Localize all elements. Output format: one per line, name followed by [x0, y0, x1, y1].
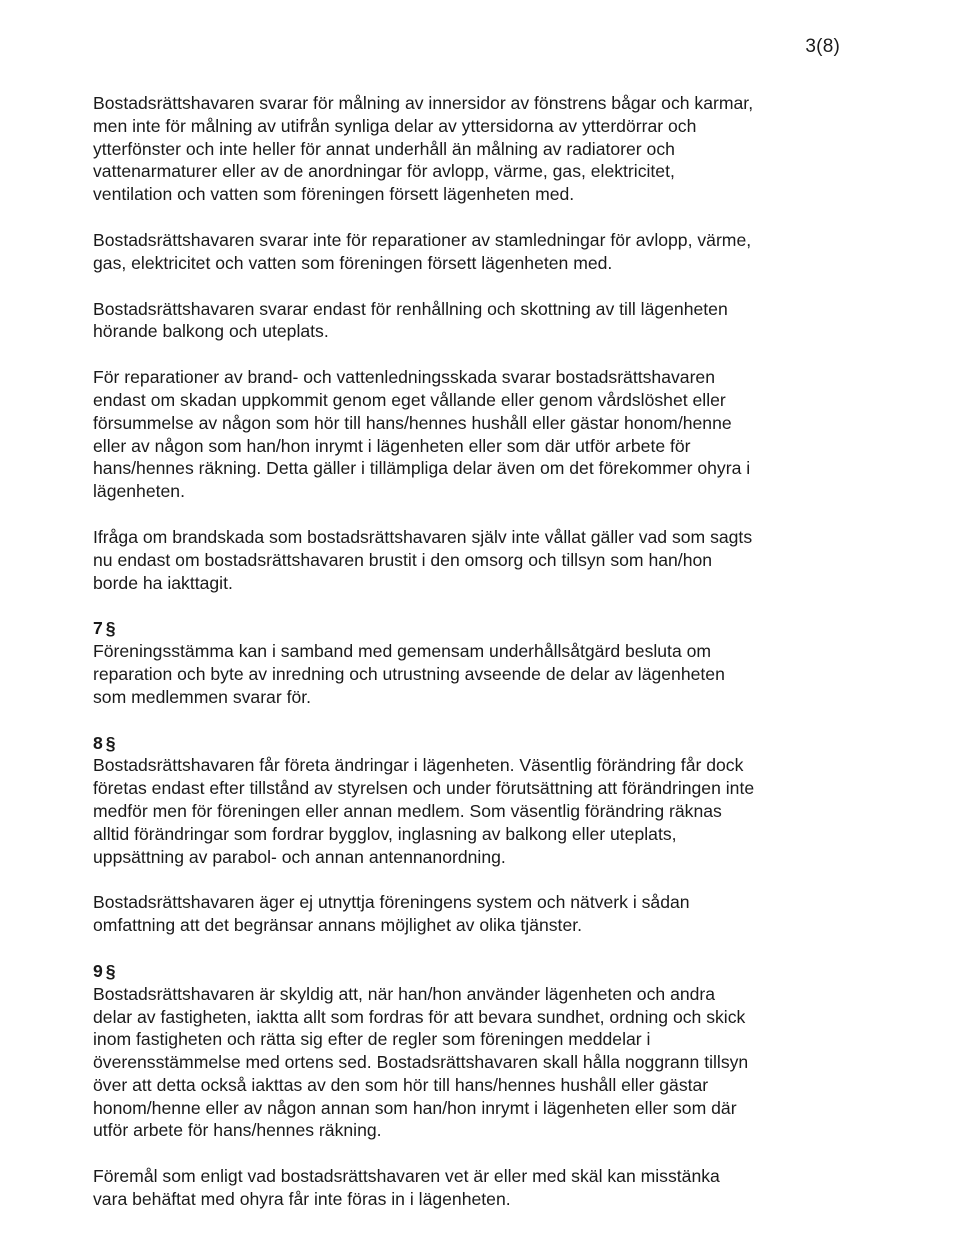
paragraph: [93, 92, 853, 206]
text-line: men inte för målning av utifrån synliga delar av yttersidorna av ytterdörrar och: [93, 115, 697, 136]
text-line: delar av fastigheten, iaktta allt som fordras för att bevara sundhet, ordning och skick: [93, 1006, 746, 1027]
section-7: [93, 617, 853, 708]
text-line: inom fastigheten och rätta sig efter de regler som föreningen meddelar i: [93, 1029, 651, 1050]
text-line: som medlemmen svarar för.: [93, 686, 312, 707]
text-line: Bostadsrättshavaren svarar för målning av innersidor av fönstrens bågar och karmar,: [93, 93, 754, 113]
section-8: [93, 732, 853, 869]
text-line: Föreningsstämma kan i samband med gemensam underhållsåtgärd besluta om: [93, 641, 712, 662]
text-line: hörande balkong och uteplats.: [93, 321, 329, 342]
section-heading: [93, 617, 853, 640]
section-symbol: §: [105, 618, 116, 639]
text-line: nu endast om bostadsrättshavaren brustit i den omsorg och tillsyn som han/hon: [93, 549, 713, 570]
section-number: 7: [93, 618, 103, 639]
text-line: lägenheten.: [93, 481, 185, 502]
paragraph: [93, 1165, 853, 1211]
text-line: Föremål som enligt vad bostadsrättshavaren vet är eller med skäl kan misstänka: [93, 1166, 720, 1187]
text-line: hans/hennes räkning. Detta gäller i tillämpliga delar även om det förekommer ohyra i: [93, 458, 751, 479]
text-line: omfattning att det begränsar annans möjlighet av olika tjänster.: [93, 915, 583, 936]
section-heading: [93, 960, 853, 983]
text-line: utför arbete för hans/hennes räkning.: [93, 1120, 382, 1141]
text-line: vattenarmaturer eller av de anordningar för avlopp, värme, gas, elektricitet,: [93, 161, 675, 182]
text-line: Bostadsrättshavaren svarar endast för renhållning och skottning av till lägenheten: [93, 298, 728, 319]
text-line: företas endast efter tillstånd av styrelsen och under förutsättning att förändringen inte: [93, 778, 755, 799]
text-line: försummelse av någon som hör till hans/hennes hushåll eller gästar honom/henne: [93, 412, 732, 433]
text-line: endast om skadan uppkommit genom eget vållande eller genom vårdslöshet eller: [93, 389, 726, 410]
section-9: [93, 960, 853, 1142]
text-line: medför men för föreningen eller annan medlem. Som väsentlig förändring räknas: [93, 800, 722, 821]
text-line: borde ha iakttagit.: [93, 572, 233, 593]
text-line: eller av någon som han/hon inrymt i lägenheten eller som där utför arbete för: [93, 435, 691, 456]
text-line: Bostadsrättshavaren får företa ändringar i lägenheten. Väsentlig förändring får dock: [93, 755, 744, 776]
paragraph: [93, 229, 853, 275]
text-line: gas, elektricitet och vatten som föreningen försett lägenheten med.: [93, 252, 613, 273]
page-number: 3(8): [805, 36, 840, 57]
section-symbol: §: [105, 960, 116, 981]
section-symbol: §: [105, 732, 116, 753]
text-line: Bostadsrättshavaren svarar inte för reparationer av stamledningar för avlopp, värme,: [93, 229, 752, 250]
text-line: vara behäftat med ohyra får inte föras in i lägenheten.: [93, 1189, 511, 1210]
text-line: honom/henne eller av någon annan som han/hon inrymt i lägenheten eller som där: [93, 1097, 737, 1118]
text-line: över att detta också iakttas av den som hör till hans/hennes hushåll eller gästar: [93, 1074, 709, 1095]
text-line: Ifråga om brandskada som bostadsrättshavaren själv inte vållat gäller vad som sagts: [93, 526, 753, 547]
text-line: uppsättning av parabol- och annan antennanordning.: [93, 846, 506, 867]
text-line: ytterfönster och inte heller för annat underhåll än målning av radiatorer och: [93, 138, 675, 159]
paragraph: [93, 298, 853, 344]
text-line: ventilation och vatten som föreningen försett lägenheten med.: [93, 184, 575, 205]
paragraph: [93, 366, 853, 503]
document-body: [93, 92, 853, 1234]
text-line: Bostadsrättshavaren är skyldig att, när han/hon använder lägenheten och andra: [93, 983, 716, 1004]
text-line: Bostadsrättshavaren äger ej utnyttja föreningens system och nätverk i sådan: [93, 892, 690, 913]
paragraph: [93, 526, 853, 594]
section-number: 9: [93, 960, 103, 981]
section-heading: [93, 732, 853, 755]
section-number: 8: [93, 732, 103, 753]
paragraph: [93, 891, 853, 937]
text-line: För reparationer av brand- och vattenledningsskada svarar bostadsrättshavaren: [93, 367, 715, 388]
text-line: överensstämmelse med ortens sed. Bostadsrättshavaren skall hålla noggrann tillsyn: [93, 1052, 749, 1073]
text-line: alltid förändringar som fordrar bygglov, inglasning av balkong eller uteplats,: [93, 823, 677, 844]
text-line: reparation och byte av inredning och utrustning avseende de delar av lägenheten: [93, 663, 725, 684]
